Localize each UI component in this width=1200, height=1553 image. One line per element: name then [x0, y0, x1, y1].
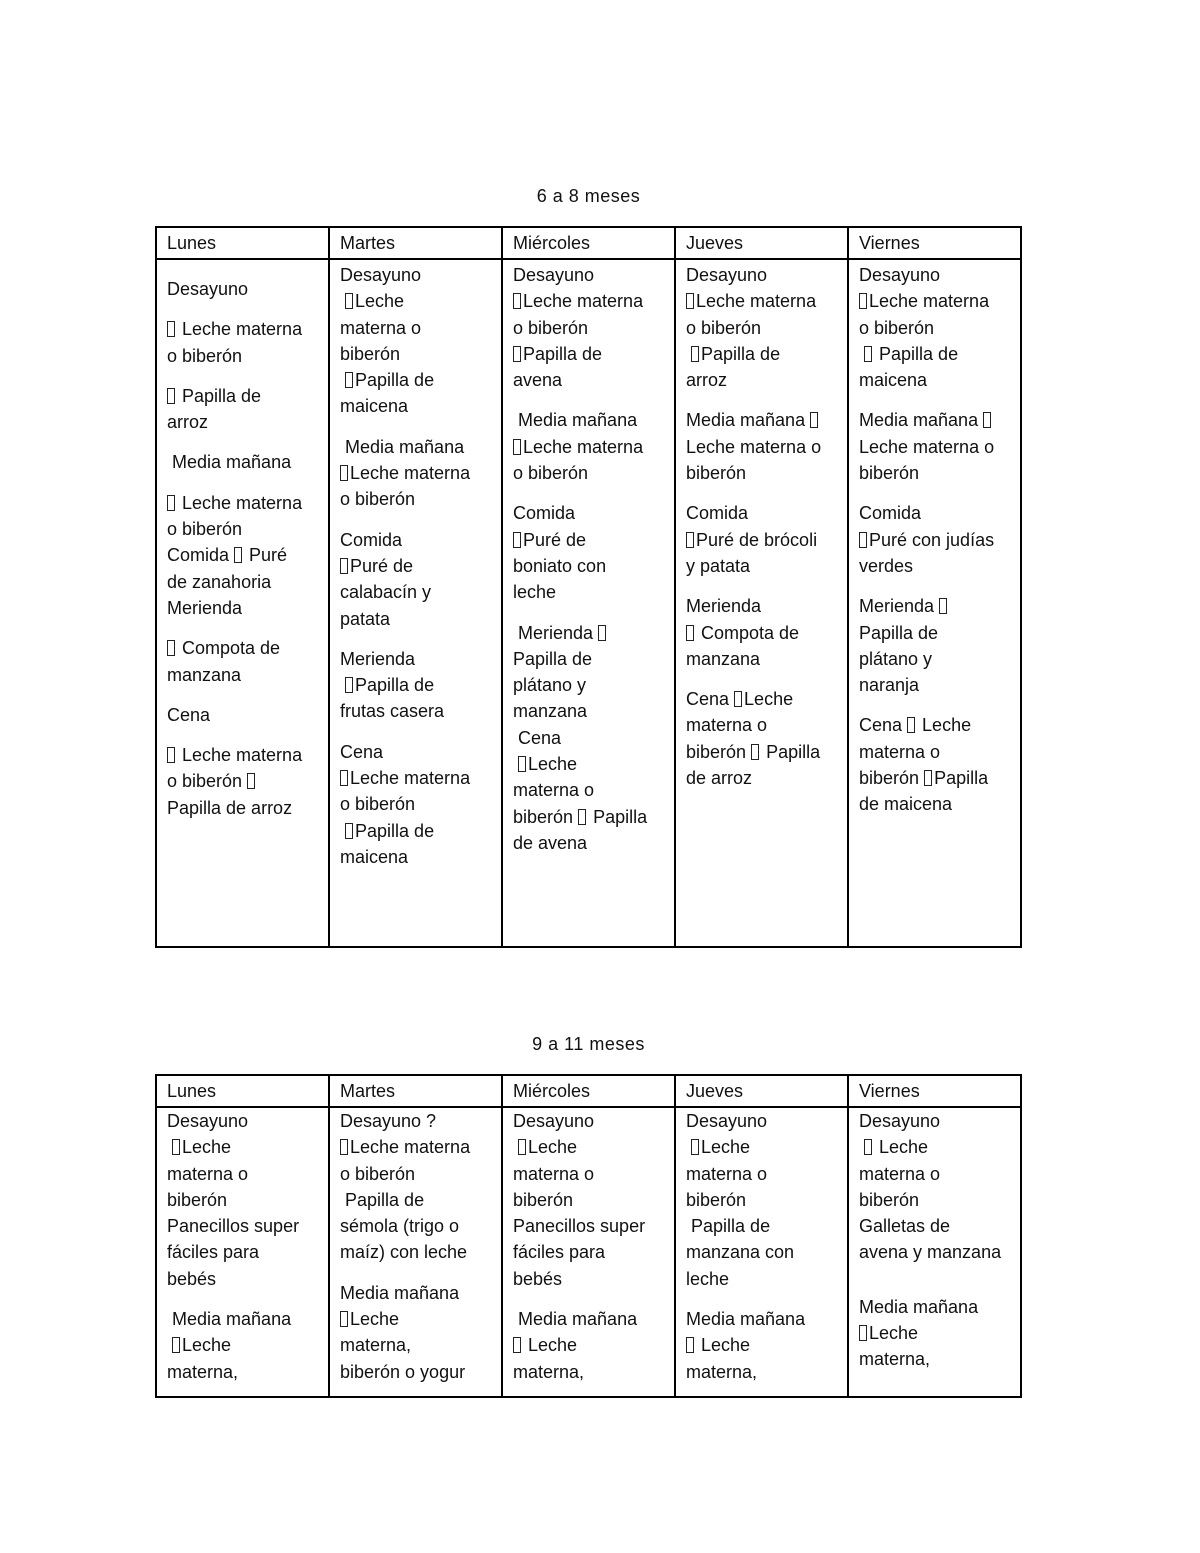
- cell-line: de arroz: [686, 768, 753, 789]
- cell-line: arroz: [167, 412, 209, 433]
- cell-line: biberón Papilla: [859, 768, 989, 789]
- cell-line: bebés: [513, 1268, 563, 1289]
- cell-line: boniato con: [513, 555, 607, 576]
- section-title-6-8-meses: 6 a 8 meses: [536, 186, 641, 206]
- cell-line: y patata: [686, 555, 751, 576]
- cell-line: Puré de brócoli: [686, 527, 841, 553]
- cell-line: Comida: [340, 529, 403, 550]
- cell-line: biberón: [859, 463, 920, 484]
- checkbox-glyph-icon: [513, 439, 521, 455]
- line-spacer: [686, 579, 841, 593]
- cell-line: Media mañana: [859, 1296, 979, 1317]
- checkbox-glyph-icon: [983, 412, 991, 428]
- cell-viernes: [848, 1107, 1021, 1397]
- checkbox-glyph-icon: [686, 293, 694, 309]
- checkbox-glyph-icon: [810, 412, 818, 428]
- cell-viernes: [848, 259, 1021, 947]
- cell-line: Cena Leche: [686, 689, 794, 710]
- cell-line: Papilla de: [513, 341, 668, 367]
- cell-line: Compota de: [167, 635, 322, 661]
- cell-line: o biberón: [340, 1163, 416, 1184]
- header-miercoles: Miércoles: [502, 1075, 675, 1107]
- line-spacer: [859, 579, 1014, 593]
- section-title-9-11-meses: 9 a 11 meses: [532, 1034, 645, 1054]
- cell-line: de maicena: [859, 794, 953, 815]
- cell-line: maicena: [859, 370, 928, 391]
- line-spacer: [340, 632, 495, 646]
- cell-line: Merienda: [686, 596, 762, 617]
- cell-line: Leche: [513, 1332, 668, 1358]
- cell-line: Papilla de: [340, 367, 495, 393]
- cell-line: Leche materna: [167, 490, 322, 516]
- checkbox-glyph-icon: [167, 495, 175, 511]
- cell-line: Media mañana: [340, 436, 465, 457]
- cell-line: Leche: [686, 1134, 841, 1160]
- cell-line: Papilla de: [859, 622, 939, 643]
- checkbox-glyph-icon: [340, 1139, 348, 1155]
- cell-line: manzana: [167, 664, 242, 685]
- cell-line: Merienda: [513, 620, 668, 646]
- checkbox-glyph-icon: [167, 747, 175, 763]
- cell-line: manzana con: [686, 1242, 795, 1263]
- line-spacer: [340, 1266, 495, 1280]
- cell-jueves: [675, 1107, 848, 1397]
- line-spacer: [340, 513, 495, 527]
- cell-line: Media mañana: [686, 1309, 806, 1330]
- cell-line: Papilla de arroz: [167, 797, 293, 818]
- cell-line: Papilla de: [340, 818, 495, 844]
- menu-table-6-8-meses: [155, 226, 1022, 948]
- cell-line: Leche materna: [340, 1134, 495, 1160]
- checkbox-glyph-icon: [691, 1139, 699, 1155]
- cell-line: Leche materna: [513, 434, 668, 460]
- cell-line: biberón: [340, 343, 401, 364]
- cell-line: materna o: [686, 715, 768, 736]
- cell-line: Leche: [340, 288, 495, 314]
- cell-line: o biberón: [513, 317, 589, 338]
- line-spacer: [686, 672, 841, 686]
- cell-line: patata: [340, 608, 391, 629]
- cell-line: o biberón: [340, 489, 416, 510]
- cell-line: maicena: [340, 396, 409, 417]
- line-spacer: [686, 393, 841, 407]
- line-spacer: [167, 262, 322, 276]
- table-row: [156, 1107, 1021, 1397]
- cell-line: materna o: [513, 780, 595, 801]
- cell-line: Leche materna o: [859, 436, 995, 457]
- cell-line: Cena: [513, 727, 562, 748]
- cell-lunes: [156, 259, 329, 947]
- header-jueves: Jueves: [675, 1075, 848, 1107]
- cell-line: materna,: [340, 1335, 412, 1356]
- cell-line: materna o: [167, 1163, 249, 1184]
- checkbox-glyph-icon: [939, 598, 947, 614]
- checkbox-glyph-icon: [686, 532, 694, 548]
- cell-line: manzana: [513, 701, 588, 722]
- cell-line: Leche: [513, 751, 668, 777]
- table-row: [156, 259, 1021, 947]
- cell-line: biberón: [859, 1189, 920, 1210]
- cell-line: Cena Leche: [859, 715, 972, 736]
- cell-line: Merienda: [167, 597, 243, 618]
- cell-line: plátano y: [513, 675, 587, 696]
- cell-line: Compota de: [686, 620, 841, 646]
- checkbox-glyph-icon: [513, 346, 521, 362]
- checkbox-glyph-icon: [734, 691, 742, 707]
- checkbox-glyph-icon: [172, 1139, 180, 1155]
- checkbox-glyph-icon: [167, 640, 175, 656]
- cell-line: Leche materna: [513, 288, 668, 314]
- cell-line: Merienda: [859, 593, 1014, 619]
- checkbox-glyph-icon: [234, 547, 242, 563]
- cell-line: Media mañana: [513, 1309, 638, 1330]
- cell-line: fáciles para: [513, 1242, 606, 1263]
- cell-line: leche: [686, 1268, 730, 1289]
- cell-line: Puré de: [340, 553, 495, 579]
- cell-line: Media mañana: [513, 410, 638, 431]
- line-spacer: [686, 1292, 841, 1306]
- checkbox-glyph-icon: [518, 1139, 526, 1155]
- cell-line: Cena: [340, 741, 384, 762]
- cell-line: Cena: [167, 704, 211, 725]
- line-spacer: [859, 393, 1014, 407]
- cell-line: avena y manzana: [859, 1242, 1002, 1263]
- cell-line: verdes: [859, 555, 914, 576]
- line-spacer: [167, 1292, 322, 1306]
- checkbox-glyph-icon: [859, 293, 867, 309]
- menu-table-9-11-meses: [155, 1074, 1022, 1398]
- cell-line: Papilla de: [859, 341, 1014, 367]
- cell-line: Leche: [859, 1134, 1014, 1160]
- cell-line: de avena: [513, 832, 588, 853]
- cell-line: biberón Papilla: [686, 741, 821, 762]
- line-spacer: [167, 728, 322, 742]
- checkbox-glyph-icon: [907, 717, 915, 733]
- cell-line: Papilla de: [167, 383, 322, 409]
- cell-line: Media mañana: [340, 1282, 460, 1303]
- cell-line: materna,: [686, 1361, 758, 1382]
- cell-line: naranja: [859, 675, 920, 696]
- checkbox-glyph-icon: [167, 321, 175, 337]
- cell-martes: [329, 1107, 502, 1397]
- cell-line: biberón: [513, 1189, 574, 1210]
- cell-line: Papilla de: [686, 341, 841, 367]
- cell-line: Panecillos super: [167, 1216, 300, 1237]
- cell-line: Desayuno ?: [340, 1111, 437, 1131]
- line-spacer: [167, 476, 322, 490]
- cell-line: materna o: [859, 1163, 941, 1184]
- cell-line: o biberón: [340, 794, 416, 815]
- line-spacer: [859, 698, 1014, 712]
- cell-line: Leche materna: [686, 288, 841, 314]
- cell-line: Leche: [167, 1134, 322, 1160]
- cell-line: Leche: [513, 1134, 668, 1160]
- line-spacer: [513, 393, 668, 407]
- checkbox-glyph-icon: [340, 1311, 348, 1327]
- checkbox-glyph-icon: [859, 532, 867, 548]
- table-header-row: [156, 227, 1021, 259]
- line-spacer: [340, 725, 495, 739]
- cell-line: Desayuno: [686, 1111, 768, 1131]
- cell-line: Leche: [167, 1332, 322, 1358]
- checkbox-glyph-icon: [340, 770, 348, 786]
- checkbox-glyph-icon: [345, 823, 353, 839]
- cell-line: Merienda: [340, 648, 416, 669]
- header-viernes: Viernes: [848, 227, 1021, 259]
- line-spacer: [513, 1292, 668, 1306]
- line-spacer: [167, 369, 322, 383]
- checkbox-glyph-icon: [513, 532, 521, 548]
- cell-line: Galletas de: [859, 1216, 951, 1237]
- line-spacer: [513, 486, 668, 500]
- cell-line: maicena: [340, 846, 409, 867]
- header-martes: Martes: [329, 1075, 502, 1107]
- checkbox-glyph-icon: [167, 388, 175, 404]
- cell-line: maíz) con leche: [340, 1242, 468, 1263]
- line-spacer: [859, 1266, 1014, 1280]
- line-spacer: [859, 1280, 1014, 1294]
- cell-line: materna,: [859, 1349, 931, 1370]
- cell-line: Papilla de: [340, 1189, 425, 1210]
- cell-line: Media mañana: [686, 407, 841, 433]
- cell-line: Leche materna: [859, 288, 1014, 314]
- cell-line: Desayuno: [167, 279, 249, 299]
- cell-line: Puré con judías: [859, 527, 1014, 553]
- cell-line: Desayuno: [686, 265, 768, 285]
- cell-line: Media mañana: [859, 407, 1014, 433]
- checkbox-glyph-icon: [578, 809, 586, 825]
- cell-line: Comida Puré: [167, 545, 288, 566]
- checkbox-glyph-icon: [686, 625, 694, 641]
- header-miercoles: Miércoles: [502, 227, 675, 259]
- cell-line: biberón: [686, 463, 747, 484]
- header-jueves: Jueves: [675, 227, 848, 259]
- cell-line: Desayuno: [859, 265, 941, 285]
- checkbox-glyph-icon: [924, 770, 932, 786]
- cell-line: leche: [513, 582, 557, 603]
- cell-line: arroz: [686, 370, 728, 391]
- line-spacer: [340, 420, 495, 434]
- cell-line: fáciles para: [167, 1242, 260, 1263]
- cell-line: o biberón: [859, 317, 935, 338]
- cell-line: materna o: [859, 741, 941, 762]
- cell-line: Leche materna: [167, 316, 322, 342]
- cell-line: frutas casera: [340, 701, 445, 722]
- cell-line: o biberón: [167, 768, 322, 794]
- cell-line: avena: [513, 370, 563, 391]
- cell-line: Leche materna: [167, 742, 322, 768]
- cell-line: calabacín y: [340, 582, 432, 603]
- line-spacer: [513, 606, 668, 620]
- cell-line: materna,: [167, 1361, 239, 1382]
- cell-line: Papilla de: [513, 648, 593, 669]
- checkbox-glyph-icon: [859, 1325, 867, 1341]
- header-lunes: Lunes: [156, 1075, 329, 1107]
- cell-line: biberón: [686, 1189, 747, 1210]
- cell-line: de zanahoria: [167, 571, 272, 592]
- cell-line: manzana: [686, 648, 761, 669]
- checkbox-glyph-icon: [751, 744, 759, 760]
- cell-line: Panecillos super: [513, 1216, 646, 1237]
- line-spacer: [167, 302, 322, 316]
- cell-miercoles: [502, 259, 675, 947]
- line-spacer: [167, 688, 322, 702]
- cell-line: o biberón: [686, 317, 762, 338]
- table-header-row: [156, 1075, 1021, 1107]
- cell-lunes: [156, 1107, 329, 1397]
- cell-line: Puré de: [513, 527, 668, 553]
- header-lunes: Lunes: [156, 227, 329, 259]
- checkbox-glyph-icon: [513, 1337, 521, 1353]
- cell-miercoles: [502, 1107, 675, 1397]
- cell-line: o biberón: [513, 463, 589, 484]
- cell-line: Comida: [513, 503, 576, 524]
- line-spacer: [859, 486, 1014, 500]
- checkbox-glyph-icon: [518, 756, 526, 772]
- cell-line: bebés: [167, 1268, 217, 1289]
- checkbox-glyph-icon: [686, 1337, 694, 1353]
- cell-line: Desayuno: [167, 1111, 249, 1131]
- cell-line: Leche materna o: [686, 436, 822, 457]
- cell-line: materna,: [513, 1361, 585, 1382]
- cell-line: o biberón: [167, 519, 243, 540]
- header-viernes: Viernes: [848, 1075, 1021, 1107]
- cell-line: Leche: [686, 1332, 841, 1358]
- cell-line: Media mañana: [167, 452, 292, 473]
- cell-line: Leche: [859, 1320, 1014, 1346]
- checkbox-glyph-icon: [172, 1337, 180, 1353]
- cell-line: Media mañana: [167, 1309, 292, 1330]
- line-spacer: [167, 621, 322, 635]
- cell-line: biberón o yogur: [340, 1361, 466, 1382]
- cell-line: Desayuno: [513, 265, 595, 285]
- cell-line: Desayuno: [859, 1111, 941, 1131]
- line-spacer: [167, 435, 322, 449]
- checkbox-glyph-icon: [247, 773, 255, 789]
- checkbox-glyph-icon: [345, 677, 353, 693]
- cell-line: Comida: [859, 503, 922, 524]
- checkbox-glyph-icon: [340, 465, 348, 481]
- checkbox-glyph-icon: [691, 346, 699, 362]
- cell-line: sémola (trigo o: [340, 1216, 460, 1237]
- cell-line: Leche: [340, 1306, 495, 1332]
- cell-line: materna o: [340, 317, 422, 338]
- checkbox-glyph-icon: [598, 625, 606, 641]
- checkbox-glyph-icon: [345, 293, 353, 309]
- cell-line: biberón Papilla: [513, 806, 648, 827]
- checkbox-glyph-icon: [340, 558, 348, 574]
- cell-line: materna o: [513, 1163, 595, 1184]
- cell-line: Desayuno: [340, 265, 422, 285]
- cell-line: Papilla de: [686, 1216, 771, 1237]
- cell-line: Leche materna: [340, 765, 495, 791]
- cell-line: Leche materna: [340, 460, 495, 486]
- cell-jueves: [675, 259, 848, 947]
- cell-line: Comida: [686, 503, 749, 524]
- cell-line: biberón: [167, 1189, 228, 1210]
- cell-line: Desayuno: [513, 1111, 595, 1131]
- checkbox-glyph-icon: [513, 293, 521, 309]
- header-martes: Martes: [329, 227, 502, 259]
- checkbox-glyph-icon: [345, 372, 353, 388]
- checkbox-glyph-icon: [864, 1139, 872, 1155]
- cell-line: Papilla de: [340, 672, 495, 698]
- checkbox-glyph-icon: [864, 346, 872, 362]
- cell-martes: [329, 259, 502, 947]
- line-spacer: [686, 486, 841, 500]
- cell-line: o biberón: [167, 345, 243, 366]
- cell-line: materna o: [686, 1163, 768, 1184]
- cell-line: plátano y: [859, 648, 933, 669]
